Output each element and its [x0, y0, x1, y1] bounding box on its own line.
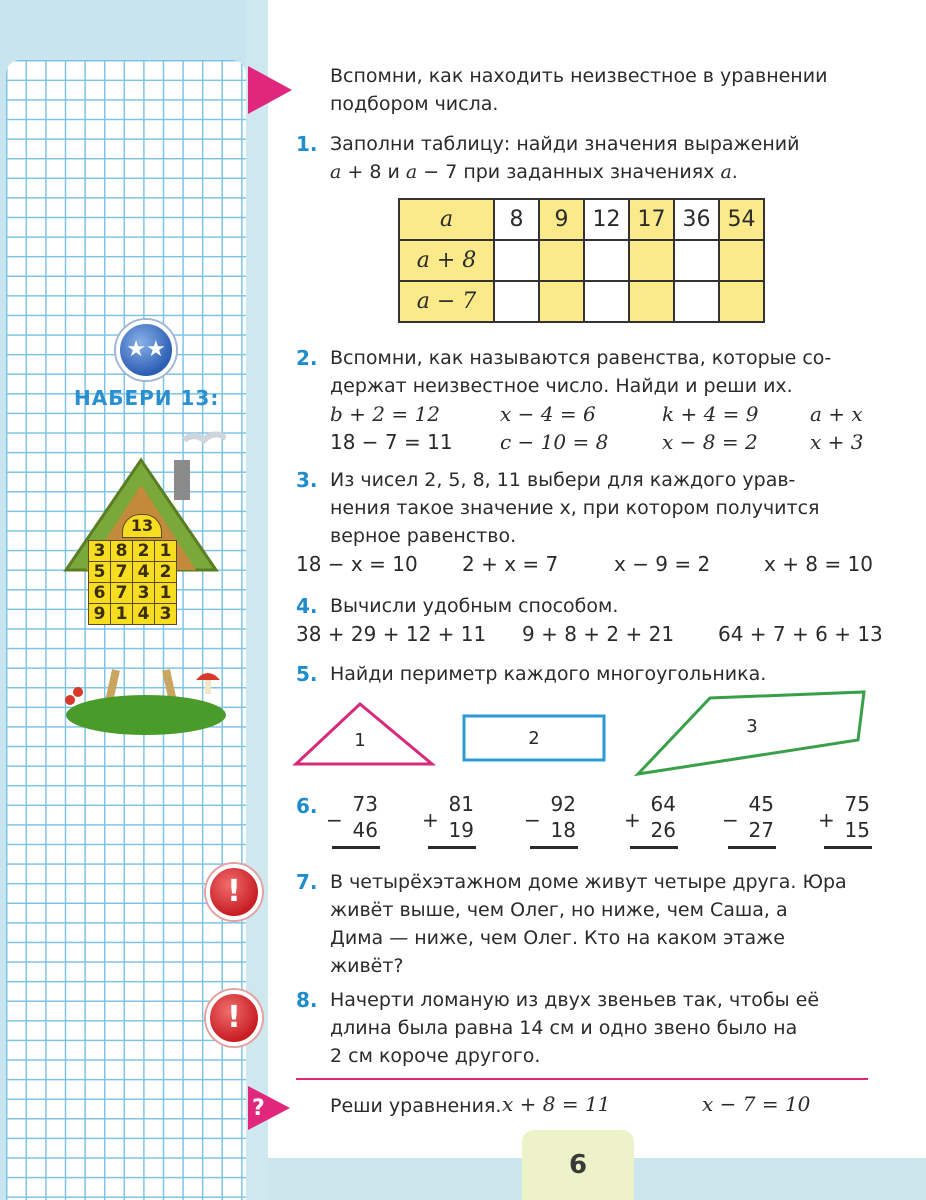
grid-cell: 7 — [111, 562, 133, 583]
table-cell — [539, 281, 584, 322]
expression: 38 + 29 + 12 + 11 — [296, 622, 487, 646]
task-text-part: + 8 и — [347, 161, 400, 183]
polygons-figure — [290, 690, 880, 780]
house-number: 13 — [122, 514, 162, 538]
grid-cell: 1 — [155, 541, 177, 562]
minuend: 64 — [650, 792, 676, 816]
table-cell — [629, 281, 674, 322]
grid-cell: 8 — [111, 541, 133, 562]
grid-row — [89, 583, 177, 604]
grid-row — [89, 562, 177, 583]
intro-line: Вспомни, как находить неизвестное в уравнении — [330, 65, 828, 87]
magic-grid — [88, 540, 177, 625]
result-line — [630, 846, 678, 849]
task-number: 1. — [296, 132, 318, 156]
intro-line: подбором числа. — [330, 93, 499, 115]
grid-row — [89, 604, 177, 625]
table-cell — [494, 240, 539, 281]
task-text-part: − 7 при заданных значениях — [423, 161, 715, 183]
task-text-part: . — [731, 161, 738, 183]
row-header: a — [399, 199, 494, 240]
equation: x − 4 = 6 — [500, 402, 596, 426]
table-cell: 12 — [584, 199, 629, 240]
task-text: живёт выше, чем Олег, но ниже, чем Саша, а — [330, 899, 788, 921]
table-cell — [719, 240, 764, 281]
equation: c − 10 = 8 — [500, 430, 609, 454]
result-line — [728, 846, 776, 849]
bonus-label: Реши уравнения. — [330, 1095, 502, 1117]
grid-cell: 1 — [111, 604, 133, 625]
equation: 18 − x = 10 — [296, 552, 418, 576]
table-cell: 36 — [674, 199, 719, 240]
equation: x − 7 = 10 — [702, 1092, 811, 1116]
task-text: Найди периметр каждого многоугольника. — [330, 663, 767, 685]
table-cell: 54 — [719, 199, 764, 240]
subtrahend: 18 — [550, 818, 576, 842]
table-cell: 9 — [539, 199, 584, 240]
operator: + — [422, 808, 439, 832]
table-cell — [719, 281, 764, 322]
equation: a + x — [810, 402, 863, 426]
task-number: 8. — [296, 988, 318, 1012]
grid-cell: 3 — [133, 583, 155, 604]
grid-cell: 9 — [89, 604, 111, 625]
equation: x + 3 — [810, 430, 864, 454]
equation: x + 8 = 11 — [502, 1092, 611, 1116]
minuend: 75 — [844, 792, 870, 816]
intro-arrow-icon — [248, 66, 292, 114]
page-number: 6 — [522, 1130, 634, 1200]
table-row — [399, 281, 764, 322]
minuend: 92 — [550, 792, 576, 816]
task-text: длина была равна 14 см и одно звено было на — [330, 1017, 798, 1039]
expression: 64 + 7 + 6 + 13 — [718, 622, 883, 646]
grid-cell: 7 — [111, 583, 133, 604]
table-cell — [674, 281, 719, 322]
separator-line — [296, 1078, 868, 1080]
variable: a — [330, 161, 342, 183]
task-text: нения такое значение x, при котором получится — [330, 497, 820, 519]
grid-cell: 4 — [133, 604, 155, 625]
task-text: Дима — ниже, чем Олег. Кто на каком этаже — [330, 927, 785, 949]
table-cell: 17 — [629, 199, 674, 240]
task-number: 5. — [296, 662, 318, 686]
variable: a — [720, 161, 732, 183]
equation: x − 8 = 2 — [662, 430, 758, 454]
grid-cell: 3 — [155, 604, 177, 625]
task-text: Вспомни, как называются равенства, которые со- — [330, 347, 832, 369]
result-line — [428, 846, 476, 849]
task-text: Начерти ломаную из двух звеньев так, чтобы её — [330, 989, 820, 1011]
subtrahend: 26 — [650, 818, 676, 842]
task-number: 2. — [296, 346, 318, 370]
grid-cell: 5 — [89, 562, 111, 583]
minuend: 73 — [352, 792, 378, 816]
table-cell: 8 — [494, 199, 539, 240]
operator: + — [624, 808, 641, 832]
table-row — [399, 240, 764, 281]
task-text: Из чисел 2, 5, 8, 11 выбери для каждого урав- — [330, 469, 796, 491]
table-row — [399, 199, 764, 240]
variable: a — [405, 161, 418, 183]
subtrahend: 46 — [352, 818, 378, 842]
grid-cell: 1 — [155, 583, 177, 604]
table-cell — [584, 240, 629, 281]
question-mark-icon: ? — [252, 1096, 265, 1121]
table-cell — [629, 240, 674, 281]
grid-cell: 2 — [155, 562, 177, 583]
row-header: a − 7 — [399, 281, 494, 322]
task-number: 7. — [296, 870, 318, 894]
task-text: верное равенство. — [330, 525, 517, 547]
task-text: Заполни таблицу: найди значения выражений — [330, 133, 800, 155]
grid-row — [89, 541, 177, 562]
equation: 18 − 7 = 11 — [330, 430, 453, 454]
row-header: a + 8 — [399, 240, 494, 281]
minuend: 81 — [448, 792, 474, 816]
task-text: живёт? — [330, 955, 404, 977]
task-text — [330, 158, 738, 186]
task-number: 3. — [296, 468, 318, 492]
result-line — [824, 846, 872, 849]
equation: 2 + x = 7 — [462, 552, 559, 576]
exclamation-icon: ! — [206, 864, 262, 920]
exclamation-icon: ! — [206, 990, 262, 1046]
operator: − — [524, 808, 541, 832]
grid-cell: 2 — [133, 541, 155, 562]
shape-label: 3 — [746, 716, 758, 737]
expression: 9 + 8 + 2 + 21 — [522, 622, 675, 646]
task-text: Вычисли удобным способом. — [330, 595, 619, 617]
subtrahend: 15 — [844, 818, 870, 842]
grid-cell: 4 — [133, 562, 155, 583]
equation: x − 9 = 2 — [614, 552, 711, 576]
subtrahend: 19 — [448, 818, 474, 842]
task-text: 2 см короче другого. — [330, 1045, 541, 1067]
table-cell — [584, 281, 629, 322]
grid-cell: 6 — [89, 583, 111, 604]
table-cell — [494, 281, 539, 322]
result-line — [530, 846, 578, 849]
minuend: 45 — [748, 792, 774, 816]
shape-label: 2 — [528, 728, 540, 749]
sidebar-title: НАБЕРИ 13: — [74, 386, 220, 410]
task-text: В четырёхэтажном доме живут четыре друга. Юра — [330, 871, 847, 893]
stars-icon: ★★ — [116, 320, 176, 380]
shape-label: 1 — [354, 730, 366, 751]
task-number: 6. — [296, 794, 318, 818]
grid-cell: 3 — [89, 541, 111, 562]
equation: x + 8 = 10 — [764, 552, 873, 576]
table-cell — [674, 240, 719, 281]
operator: + — [818, 808, 835, 832]
table-cell — [539, 240, 584, 281]
operator: − — [326, 808, 343, 832]
equation: b + 2 = 12 — [330, 402, 440, 426]
task-number: 4. — [296, 594, 318, 618]
equation: k + 4 = 9 — [662, 402, 759, 426]
operator: − — [722, 808, 739, 832]
task-text: держат неизвестное число. Найди и реши их. — [330, 375, 793, 397]
result-line — [332, 846, 380, 849]
subtrahend: 27 — [748, 818, 774, 842]
values-table — [398, 198, 765, 323]
